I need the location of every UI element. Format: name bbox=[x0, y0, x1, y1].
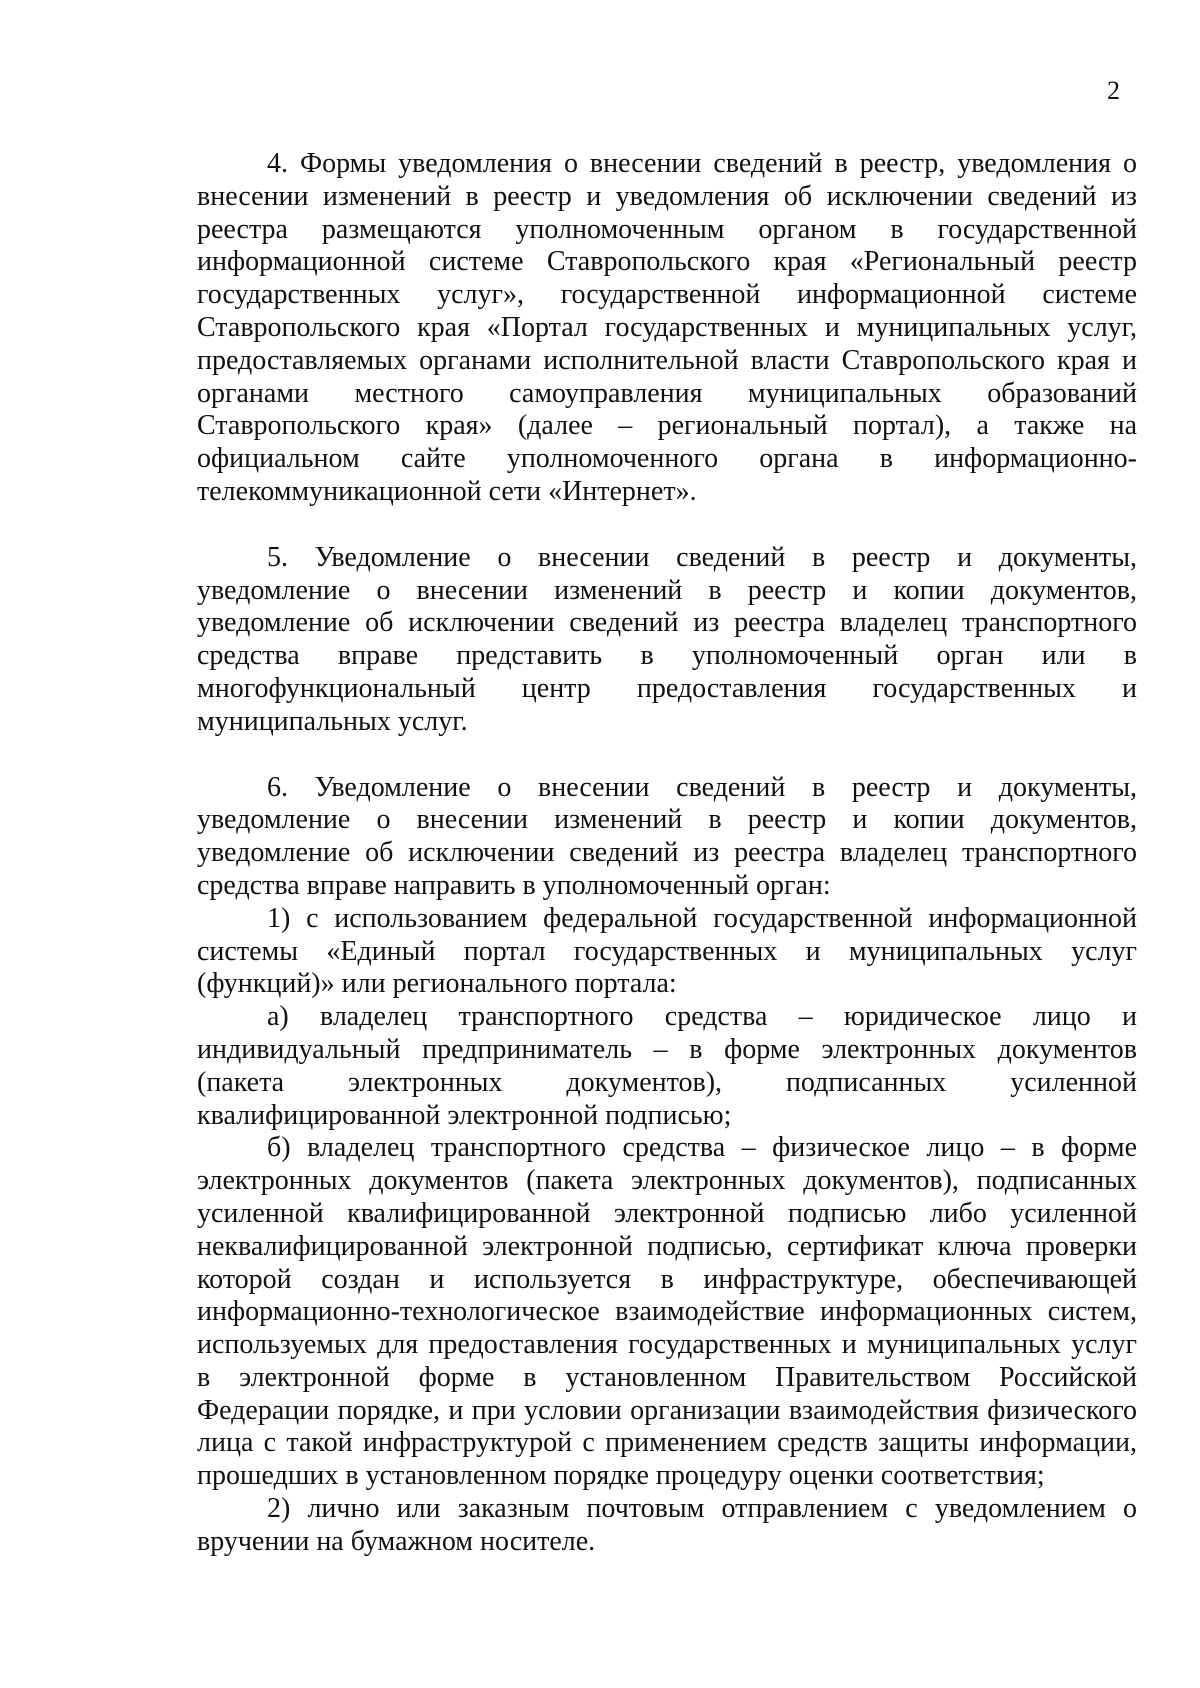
document-body bbox=[197, 148, 1137, 1559]
subitem-a: а) владелец транспортного средства – юридическое лицо и индивидуальный предприниматель – в форме электронных документов (пакета электронных документов), подписанных усиленной квалифицированной электронной подписью; bbox=[197, 1001, 1137, 1131]
paragraph-6: 6. Уведомление о внесении сведений в реестр и документы, уведомление о внесении изменений в реестр и копии документов, уведомление об исключении сведений из реестра владелец транспортного средства вправе направить в уполномоченный орган: bbox=[197, 771, 1137, 901]
subitem-1: 1) с использованием федеральной государственной информационной системы «Единый портал государственных и муниципальных услуг (функций)» или регионального портала: bbox=[197, 902, 1137, 1000]
page-number: 2 bbox=[1107, 76, 1120, 105]
subitem-b: б) владелец транспортного средства – физическое лицо – в форме электронных документов (пакета электронных документов), подписанных усиленной квалифицированной электронной подписью либо усиленной неквалифицированной электронной подписью, сертификат ключа проверки которой создан и используется в инфраструктуре, обеспечивающей информационно-технологическое взаимодействие информационных систем, используемых для предоставления государственных и муниципальных услуг в электронной форме в установленном Правительством Российской Федерации порядке, и при условии организации взаимодействия физического лица с такой инфраструктурой с применением средств защиты информации, прошедших в установленном порядке процедуру оценки соответствия; bbox=[197, 1132, 1137, 1492]
paragraph-5: 5. Уведомление о внесении сведений в реестр и документы, уведомление о внесении изменений в реестр и копии документов, уведомление об исключении сведений из реестра владелец транспортного средства вправе представить в уполномоченный орган или в многофункциональный центр предоставления государственных и муниципальных услуг. bbox=[197, 541, 1137, 737]
paragraph-4: 4. Формы уведомления о внесении сведений в реестр, уведомления о внесении изменений в реестр и уведомления об исключении сведений из реестра размещаются уполномоченным органом в государственной информационной системе Ставропольского края «Региональный реестр государственных услуг», государственной информационной системе Ставропольского края «Портал государственных и муниципальных услуг, предоставляемых органами исполнительной власти Ставропольского края и органами местного самоуправления муниципальных образований Ставропольского края» (далее – региональный портал), а также на официальном сайте уполномоченного органа в информационно-телекоммуникационной сети «Интернет». bbox=[197, 148, 1137, 507]
subitem-2: 2) лично или заказным почтовым отправлением с уведомлением о вручении на бумажном носителе. bbox=[197, 1493, 1137, 1557]
